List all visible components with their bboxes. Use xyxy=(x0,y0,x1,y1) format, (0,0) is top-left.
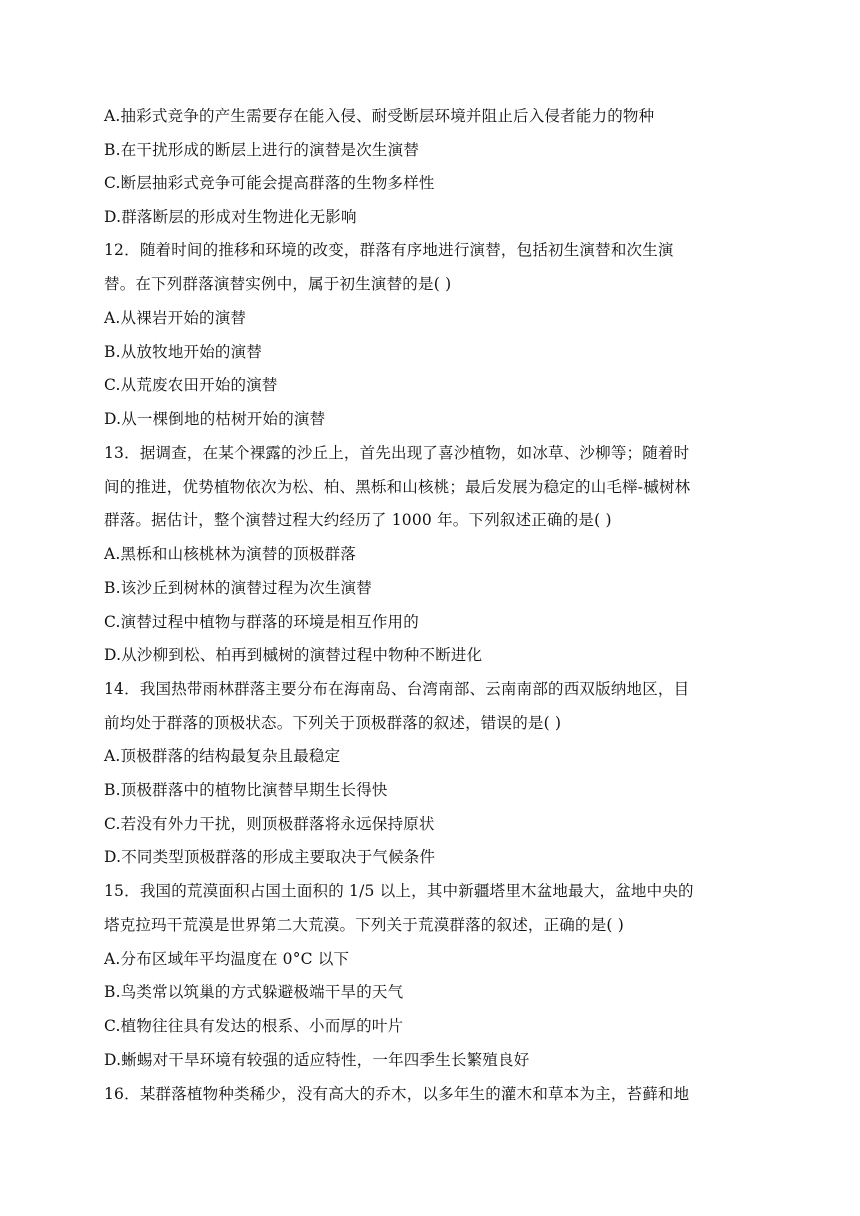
question-13-stem: 群落。据估计，整个演替过程大约经历了 1000 年。下列叙述正确的是( ) xyxy=(104,511,612,529)
question-12-option-d: D.从一棵倒地的枯树开始的演替 xyxy=(104,410,326,428)
question-13-stem: 13．据调查，在某个裸露的沙丘上，首先出现了喜沙植物，如冰草、沙柳等；随着时 xyxy=(104,444,690,462)
question-13-option-c: C.演替过程中植物与群落的环境是相互作用的 xyxy=(104,613,419,631)
text-line: B.在干扰形成的断层上进行的演替是次生演替 xyxy=(104,141,420,159)
question-13-option-a: A.黑栎和山核桃林为演替的顶极群落 xyxy=(104,545,357,563)
question-12-option-c: C.从荒废农田开始的演替 xyxy=(104,376,278,394)
question-13-stem: 间的推进，优势植物依次为松、柏、黑栎和山核桃；最后发展为稳定的山毛榉-槭树林 xyxy=(104,478,691,496)
question-13-option-d: D.从沙柳到松、柏再到槭树的演替过程中物种不断进化 xyxy=(104,646,483,664)
question-14-stem: 14．我国热带雨林群落主要分布在海南岛、台湾南部、云南南部的西双版纳地区，目 xyxy=(104,680,690,698)
question-12-stem: 替。在下列群落演替实例中，属于初生演替的是( ) xyxy=(104,275,452,293)
question-13-option-b: B.该沙丘到树林的演替过程为次生演替 xyxy=(104,579,372,597)
text-line: A.抽彩式竞争的产生需要存在能入侵、耐受断层环境并阻止后入侵者能力的物种 xyxy=(104,107,655,125)
question-14-option-c: C.若没有外力干扰，则顶极群落将永远保持原状 xyxy=(104,815,435,833)
question-14-option-d: D.不同类型顶极群落的形成主要取决于气候条件 xyxy=(104,848,436,866)
question-14-option-b: B.顶极群落中的植物比演替早期生长得快 xyxy=(104,781,388,799)
question-12-stem: 12．随着时间的推移和环境的改变，群落有序地进行演替，包括初生演替和次生演 xyxy=(104,241,674,259)
question-15-option-c: C.植物往往具有发达的根系、小而厚的叶片 xyxy=(104,1017,404,1035)
question-14-option-a: A.顶极群落的结构最复杂且最稳定 xyxy=(104,747,341,765)
question-16-stem: 16．某群落植物种类稀少，没有高大的乔木，以多年生的灌木和草本为主，苔藓和地 xyxy=(104,1085,690,1103)
text-line: C.断层抽彩式竞争可能会提高群落的生物多样性 xyxy=(104,174,435,192)
question-15-option-b: B.鸟类常以筑巢的方式躲避极端干旱的天气 xyxy=(104,983,404,1001)
question-15-option-d: D.蜥蜴对干旱环境有较强的适应特性，一年四季生长繁殖良好 xyxy=(104,1051,530,1069)
question-15-option-a: A.分布区域年平均温度在 0°C 以下 xyxy=(104,950,350,968)
question-12-option-b: B.从放牧地开始的演替 xyxy=(104,343,263,361)
question-15-stem: 15．我国的荒漠面积占国土面积的 1/5 以上，其中新疆塔里木盆地最大，盆地中央的 xyxy=(104,882,694,900)
question-14-stem: 前均处于群落的顶极状态。下列关于顶极群落的叙述，错误的是( ) xyxy=(104,714,562,732)
question-12-option-a: A.从裸岩开始的演替 xyxy=(104,309,247,327)
question-15-stem: 塔克拉玛干荒漠是世界第二大荒漠。下列关于荒漠群落的叙述，正确的是( ) xyxy=(104,916,625,934)
text-line: D.群落断层的形成对生物进化无影响 xyxy=(104,208,357,226)
